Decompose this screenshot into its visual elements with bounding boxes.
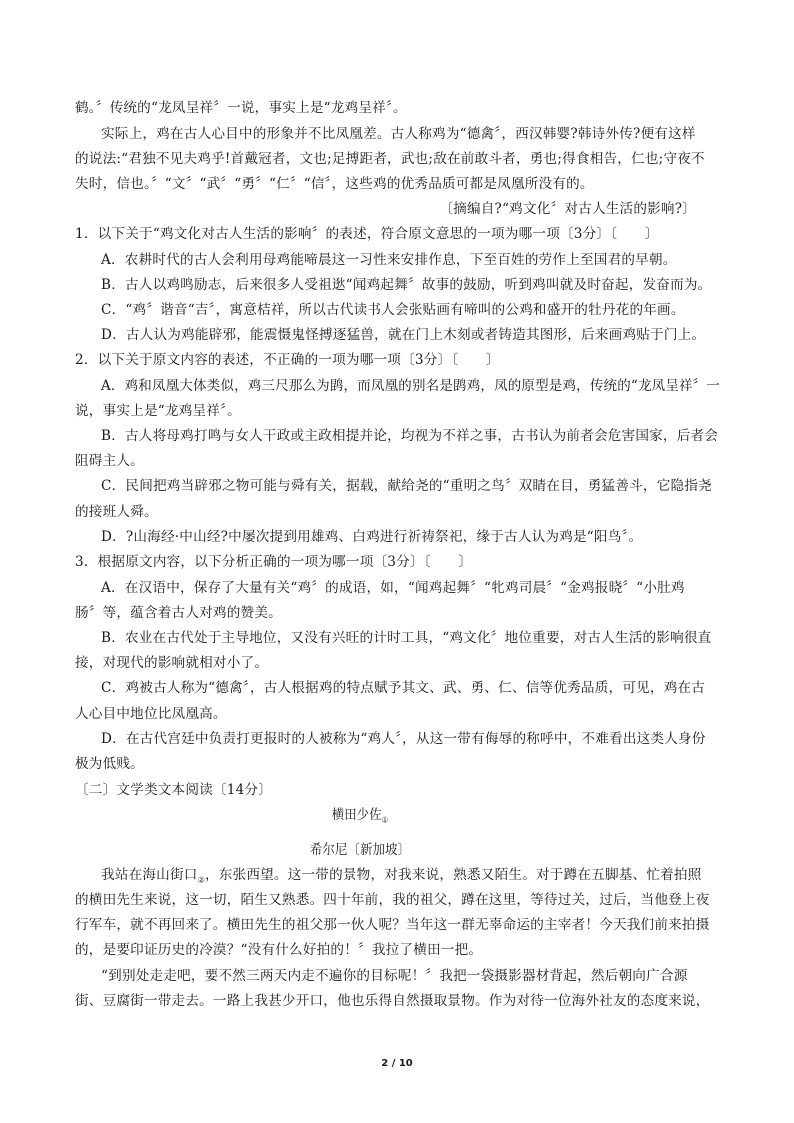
title-footnote-mark: ① <box>381 815 389 825</box>
question-2-option-b: B．古人将母鸡打鸣与女人干政或主政相提并论，均视为不祥之事，古书认为前者会危害国家，后者会 <box>101 428 719 444</box>
question-1-option-a: A．农耕时代的古人会利用母鸡能啼晨这一习性来安排作息，下至百姓的劳作上至国君的早朝。 <box>101 252 677 268</box>
passage-line: 实际上，鸡在古人心目中的形象并不比凤凰差。古人称鸡为“德禽〞，西汉韩婴?韩诗外传?便有这样 <box>101 126 696 142</box>
story-text: ，东张西望。这一带的景物，对我来说，熟悉又陌生。对于蹲在五脚基、忙着拍照 <box>204 867 702 883</box>
question-1-stem: 1．以下关于“鸡文化对古人生活的影响〞的表述，符合原文意思的一项为哪一项〔3分〕〔 〕 <box>75 226 659 242</box>
question-3-option-d: D．在古代宫廷中负责打更报时的人被称为“鸡人〞，从这一带有侮辱的称呼中，不难看出这类人身份 <box>101 731 706 747</box>
story-title <box>0 805 720 831</box>
question-3-stem: 3．根据原文内容，以下分析正确的一项为哪一项〔3分〕〔 〕 <box>75 554 473 570</box>
story-paragraph-line: “到别处走走吧，要不然三两天内走不遍你的目标呢！〞我把一袋摄影器材背起，然后朝向广合源 <box>101 968 688 984</box>
question-3-option-d-cont: 极为低贱。 <box>75 756 144 772</box>
question-3-option-c: C．鸡被古人称为“德禽〞，古人根据鸡的特点赋予其文、武、勇、仁、信等优秀品质，可见，鸡在古 <box>101 680 706 696</box>
page-number: 2 / 10 <box>381 1058 413 1069</box>
question-3-option-a-cont: 肠〞等，蕴含着古人对鸡的赞美。 <box>75 605 282 621</box>
question-3-option-b-cont: 接，对现代的影响就相对小了。 <box>75 655 269 671</box>
story-paragraph-line <box>101 865 702 891</box>
passage-line: 的说法:“君独不见夫鸡乎!首戴冠者，文也;足搏距者，武也;敌在前敢斗者，勇也;得食相告，仁也;守夜不 <box>75 151 705 167</box>
question-2-stem: 2．以下关于原文内容的表述，不正确的一项为哪一项〔3分〕〔 〕 <box>75 352 500 368</box>
story-paragraph-line: 的横田先生来说，这一切，陌生又熟悉。四十年前，我的祖父，蹲在这里，等待过关，过后，当他登上夜 <box>75 892 710 908</box>
story-paragraph-line: 街、豆腐街一带走去。一路上我甚少开口，他也乐得自然摄取景物。作为对待一位海外社友的态度来说， <box>75 993 710 1009</box>
section-heading: 〔二〕文学类文本阅读〔14分〕 <box>75 782 273 798</box>
story-paragraph-line: 行军车，就不再回来了。横田先生的祖父那一伙人呢？当年这一群无辜命运的主宰者！今天我们前来拍摄 <box>75 917 710 933</box>
question-2-option-c-cont: 的接班人舜。 <box>75 504 158 520</box>
story-title-text: 横田少佐 <box>331 807 382 823</box>
story-text: 我站在海山街口 <box>101 867 198 883</box>
passage-line: 失时，信也。〞“文〞“武〞“勇〞“仁〞“信〞，这些鸡的优秀品质可都是凤凰所没有的。 <box>75 176 594 192</box>
passage-line: 鹤。〞传统的“龙凤呈祥〞一说，事实上是“龙鸡呈祥〞。 <box>75 100 407 116</box>
question-2-option-d: D．?山海经·中山经?中屡次提到用雄鸡、白鸡进行祈祷祭祀，缘于古人认为鸡是“阳鸟〞。 <box>101 529 643 545</box>
question-3-option-b: B．农业在古代处于主导地位，又没有兴旺的计时工具，“鸡文化〞地位重要，对古人生活的影响很直 <box>101 630 712 646</box>
question-1-option-c: C．“鸡〞谐音“吉〞，寓意桔祥，所以古代读书人会张贴画有啼叫的公鸡和盛开的牡丹花的年画。 <box>101 302 685 318</box>
question-2-option-a-cont: 说，事实上是“龙鸡呈祥〞。 <box>75 403 241 419</box>
question-3-option-c-cont: 人心目中地位比凤凰高。 <box>75 706 227 722</box>
question-3-option-a: A．在汉语中，保存了大量有关“鸡〞的成语，如，“闻鸡起舞〞“牝鸡司晨〞“金鸡报晓〞“小肚鸡 <box>101 580 685 596</box>
story-author: 希尔尼〔新加坡〕 <box>310 842 411 858</box>
footnote-mark: ② <box>197 875 205 885</box>
question-2-option-b-cont: 阻碍主人。 <box>75 453 144 469</box>
question-1-option-d: D．古人认为鸡能辟邪，能震慑鬼怪搏逐猛兽，就在门上木刻或者铸造其图形，后来画鸡贴于门上。 <box>101 327 706 343</box>
question-1-option-b: B．古人以鸡鸣励志，后来很多人受祖逖“闻鸡起舞〞故事的鼓励，听到鸡叫就及时奋起，发奋而为。 <box>101 277 712 293</box>
question-2-option-c: C．民间把鸡当辟邪之物可能与舜有关，据载，献给尧的“重明之鸟〞双睛在目，勇猛善斗，它隐指尧 <box>101 478 712 494</box>
question-2-option-a: A．鸡和凤凰大体类似，鸡三尺那么为鹍，而凤凰的别名是鹍鸡，凤的原型是鸡，传统的“龙凤呈祥〞一 <box>101 378 721 394</box>
story-paragraph-line: 的，是要印证历史的冷漠？“没有什么好拍的！〞我拉了横田一把。 <box>75 942 483 958</box>
source-citation: 〔摘编自?“鸡文化〞对古人生活的影响?〕 <box>439 201 696 217</box>
